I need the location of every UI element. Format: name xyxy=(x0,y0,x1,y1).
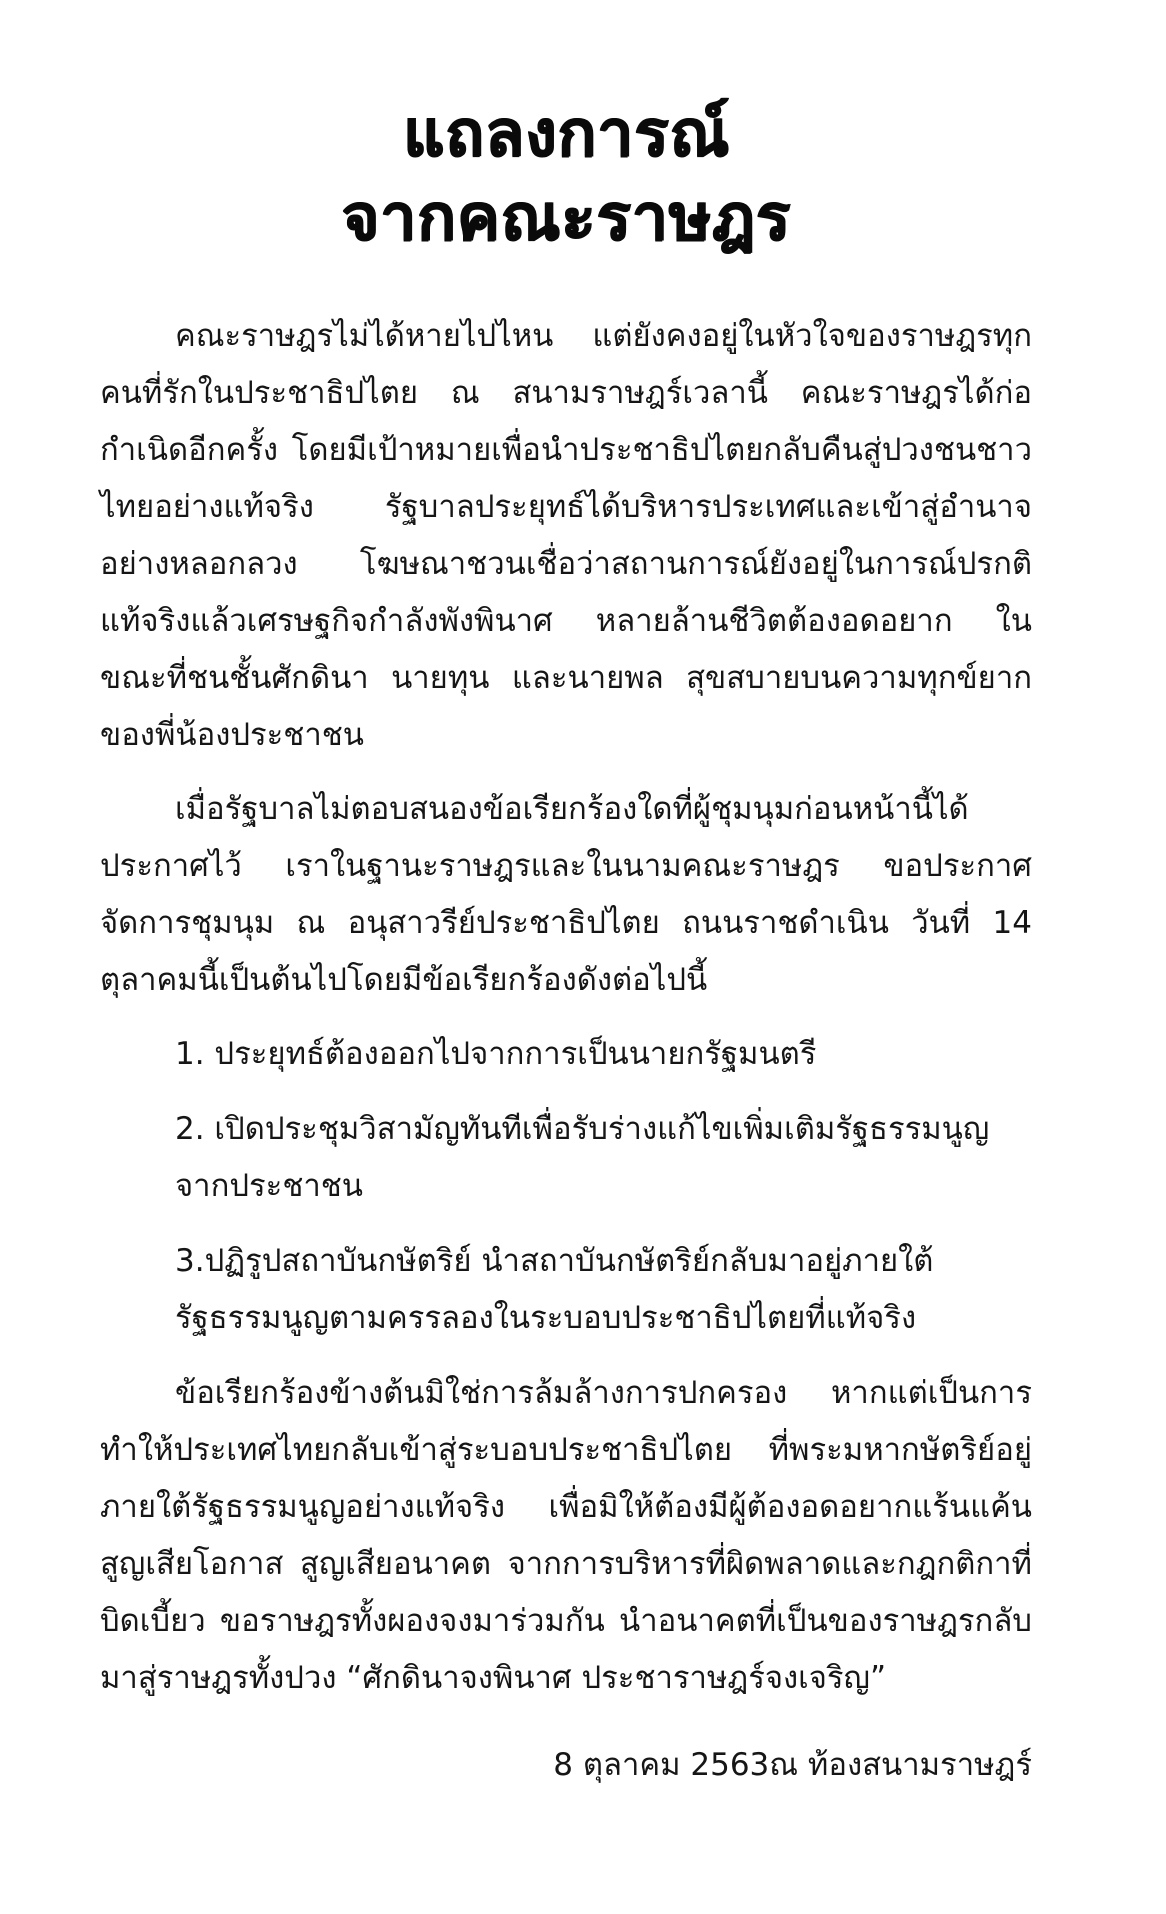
demand-item-1: 1. ประยุทธ์ต้องออกไปจากการเป็นนายกรัฐมนตรี xyxy=(175,1036,817,1072)
document-body xyxy=(100,308,1032,1794)
demands-list xyxy=(100,1026,1032,1347)
paragraph-announcement: เมื่อรัฐบาลไม่ตอบสนองข้อเรียกร้องใดที่ผู้ชุมนุมก่อนหน้านี้ได้ประกาศไว้ เราในฐานะราษฎรและในนามคณะราษฎร ขอประกาศจัดการชุมนุม ณ อนุสาวรีย์ประชาธิปไตย ถนนราชดำเนิน วันที่ 14 ตุลาคมนี้เป็นต้นไปโดยมีข้อเรียกร้องดังต่อไปนี้ xyxy=(100,791,1032,998)
dateline: 8 ตุลาคม 2563ณ ท้องสนามราษฎร์ xyxy=(553,1747,1032,1783)
paragraph-closing: ข้อเรียกร้องข้างต้นมิใช่การล้มล้างการปกครอง หากแต่เป็นการทำให้ประเทศไทยกลับเข้าสู่ระบอบประชาธิปไตย ที่พระมหากษัตริย์อยู่ภายใต้รัฐธรรมนูญอย่างแท้จริง เพื่อมิให้ต้องมีผู้ต้องอดอยากแร้นแค้น สูญเสียโอกาส สูญเสียอนาคต จากการบริหารที่ผิดพลาดและกฎกติกาที่บิดเบี้ยว ขอราษฎรทั้งผองจงมาร่วมกัน นำอนาคตที่เป็นของราษฎรกลับมาสู่ราษฎรทั้งปวง “ศักดินาจงพินาศ ประชาราษฎร์จงเจริญ” xyxy=(100,1375,1032,1696)
demand-item-2: 2. เปิดประชุมวิสามัญทันทีเพื่อรับร่างแก้ไขเพิ่มเติมรัฐธรรมนูญจากประชาชน xyxy=(175,1111,990,1204)
document-title xyxy=(100,92,1032,260)
demand-item-3: 3.ปฏิรูปสถาบันกษัตริย์ นำสถาบันกษัตริย์กลับมาอยู่ภายใต้รัฐธรรมนูญตามครรลองในระบอบประชาธิปไตยที่แท้จริง xyxy=(175,1243,934,1336)
paragraph-opening: คณะราษฎรไม่ได้หายไปไหน แต่ยังคงอยู่ในหัวใจของราษฎรทุกคนที่รักในประชาธิปไตย ณ สนามราษฎร์เวลานี้ คณะราษฎรได้ก่อกำเนิดอีกครั้ง โดยมีเป้าหมายเพื่อนำประชาธิปไตยกลับคืนสู่ปวงชนชาวไทยอย่างแท้จริง รัฐบาลประยุทธ์ได้บริหารประเทศและเข้าสู่อำนาจอย่างหลอกลวง โฆษณาชวนเชื่อว่าสถานการณ์ยังอยู่ในการณ์ปรกติ แท้จริงแล้วเศรษฐกิจกำลังพังพินาศ หลายล้านชีวิตต้องอดอยาก ในขณะที่ชนชั้นศักดินา นายทุน และนายพล สุขสบายบนความทุกข์ยากของพี่น้องประชาชน xyxy=(100,318,1032,753)
title-line-1: แถลงการณ์ xyxy=(402,97,730,171)
title-line-2: จากคณะราษฎร xyxy=(341,181,791,255)
